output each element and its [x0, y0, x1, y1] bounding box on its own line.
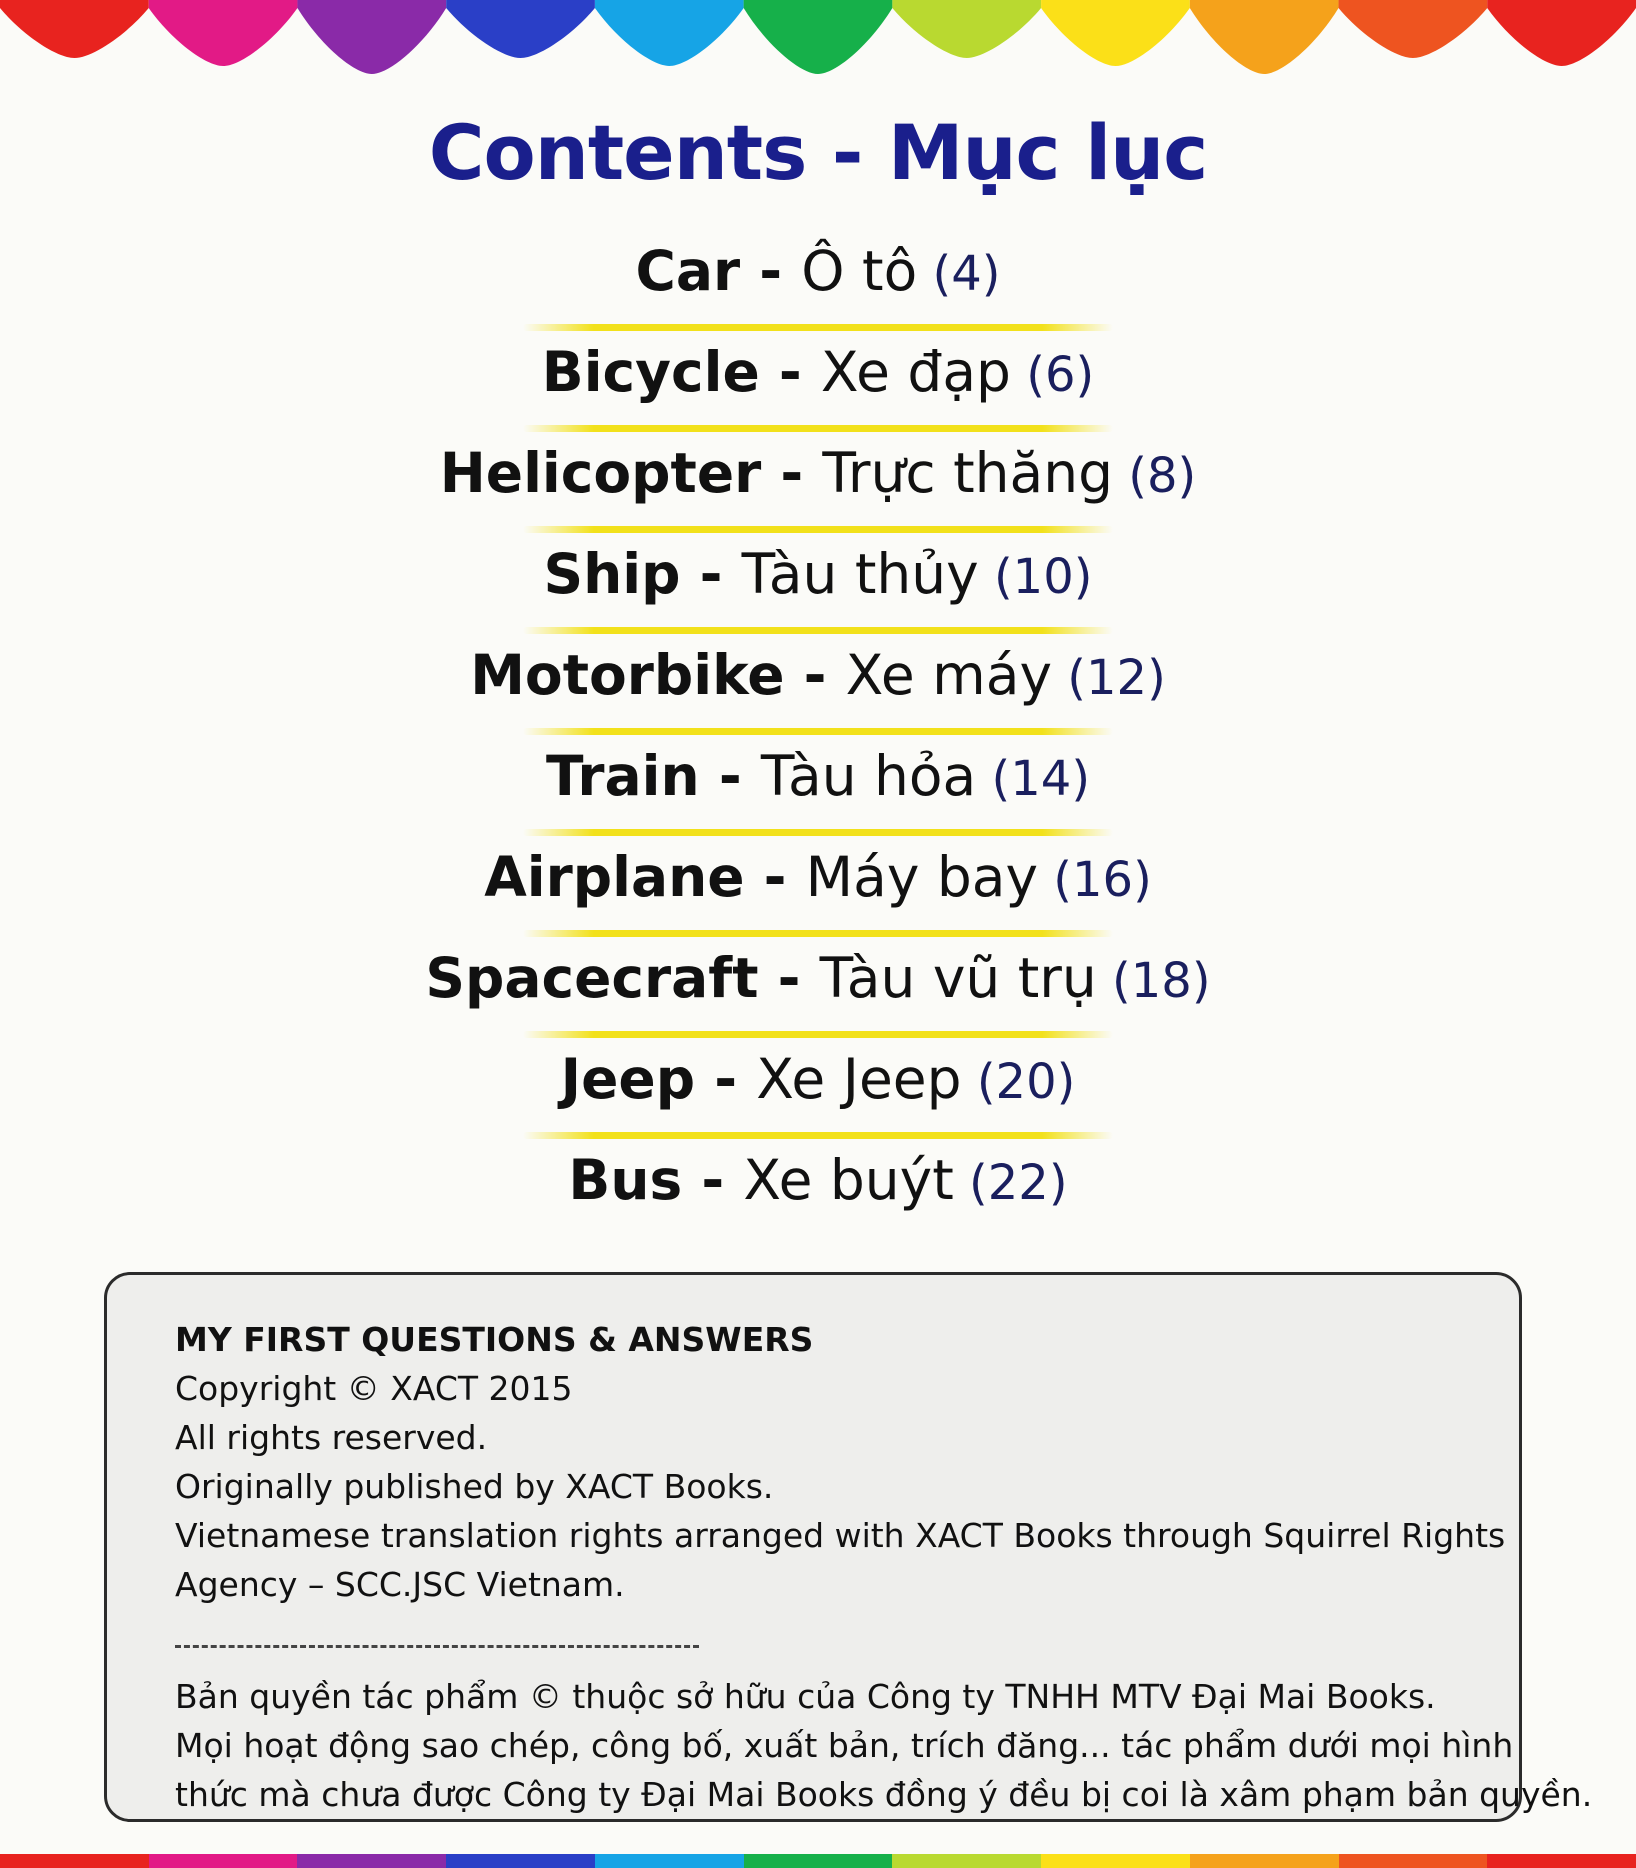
toc-underline	[523, 425, 1113, 432]
toc-vietnamese-title: Máy bay	[805, 845, 1039, 909]
dashed-divider	[175, 1645, 699, 1648]
copyright-line: Vietnamese translation rights arranged with XACT Books through Squirrel Rights	[175, 1516, 1506, 1555]
drip-stripe	[1190, 0, 1339, 74]
toc-item	[0, 642, 1636, 743]
table-of-contents	[0, 238, 1636, 1248]
vietnamese-copyright-line: thức mà chưa được Công ty Đại Mai Books đồng ý đều bị coi là xâm phạm bản quyền.	[175, 1775, 1593, 1814]
toc-page-number: (8)	[1113, 448, 1197, 504]
vietnamese-copyright-line: Mọi hoạt động sao chép, công bố, xuất bản, trích đăng... tác phẩm dưới mọi hình	[175, 1726, 1514, 1765]
toc-english-title: Bicycle	[541, 340, 760, 404]
toc-separator: -	[699, 744, 761, 808]
toc-page-number: (22)	[953, 1155, 1068, 1211]
toc-english-title: Spacecraft	[425, 946, 759, 1010]
toc-vietnamese-title: Xe Jeep	[756, 1047, 962, 1111]
bottom-stripe	[1041, 1854, 1190, 1868]
drip-stripe	[446, 0, 595, 58]
toc-vietnamese-title: Xe máy	[845, 643, 1053, 707]
page-title: Contents - Mục lục	[428, 108, 1208, 197]
toc-underline	[523, 324, 1113, 331]
toc-item	[0, 541, 1636, 642]
toc-vietnamese-title: Trực thăng	[822, 441, 1113, 505]
toc-page-number: (16)	[1038, 852, 1152, 908]
toc-separator: -	[695, 1047, 757, 1111]
toc-underline	[523, 526, 1113, 533]
toc-underline	[523, 627, 1113, 634]
toc-vietnamese-title: Tàu thủy	[741, 542, 979, 606]
bottom-stripe	[1487, 1854, 1636, 1868]
toc-page-number: (20)	[961, 1054, 1076, 1110]
drip-stripe	[149, 0, 298, 66]
toc-english-title: Car	[635, 239, 741, 303]
bottom-stripe	[0, 1854, 149, 1868]
copyright-box	[104, 1272, 1593, 1822]
toc-entry-text	[636, 238, 1001, 307]
toc-page-number: (18)	[1096, 953, 1211, 1009]
toc-english-title: Jeep	[560, 1047, 696, 1111]
toc-separator: -	[740, 239, 802, 303]
toc-english-title: Helicopter	[439, 441, 762, 505]
toc-vietnamese-title: Xe buýt	[743, 1148, 954, 1212]
toc-page-number: (10)	[978, 549, 1093, 605]
toc-entry-text	[568, 1147, 1067, 1216]
toc-entry-text	[544, 541, 1093, 610]
toc-entry-text	[425, 945, 1210, 1014]
copyright-line: Originally published by XACT Books.	[175, 1467, 774, 1506]
toc-entry-text	[561, 1046, 1076, 1115]
toc-entry-text	[546, 743, 1090, 812]
toc-page-number: (14)	[976, 751, 1091, 807]
toc-page-number: (12)	[1052, 650, 1166, 706]
bottom-stripe	[744, 1854, 893, 1868]
toc-entry-text	[440, 440, 1197, 509]
toc-vietnamese-title: Ô tô	[801, 239, 918, 303]
toc-item	[0, 339, 1636, 440]
toc-underline	[523, 930, 1113, 937]
copyright-lines	[175, 1364, 1506, 1609]
toc-page-number: (4)	[917, 246, 1001, 302]
toc-vietnamese-title: Xe đạp	[820, 340, 1011, 404]
bottom-stripe	[149, 1854, 298, 1868]
toc-underline	[523, 829, 1113, 836]
toc-separator: -	[784, 643, 846, 707]
toc-separator: -	[744, 845, 806, 909]
vietnamese-copyright-line: Bản quyền tác phẩm © thuộc sở hữu của Công ty TNHH MTV Đại Mai Books.	[175, 1677, 1436, 1716]
drip-stripe	[1339, 0, 1488, 58]
copyright-heading: MY FIRST QUESTIONS & ANSWERS	[175, 1320, 814, 1359]
toc-page-number: (6)	[1010, 347, 1095, 403]
copyright-line: Agency – SCC.JSC Vietnam.	[175, 1565, 625, 1604]
drip-stripe	[595, 0, 744, 66]
toc-english-title: Airplane	[484, 845, 745, 909]
copyright-line: Copyright © XACT 2015	[175, 1369, 573, 1408]
bottom-stripe	[595, 1854, 744, 1868]
toc-underline	[523, 728, 1113, 735]
drip-stripe	[297, 0, 446, 74]
toc-english-title: Bus	[568, 1148, 683, 1212]
drip-stripe	[1041, 0, 1190, 66]
copyright-line: All rights reserved.	[175, 1418, 488, 1457]
toc-item	[0, 1046, 1636, 1147]
toc-entry-text	[484, 844, 1152, 913]
rainbow-drip-border	[0, 0, 1636, 80]
bottom-stripe	[892, 1854, 1041, 1868]
toc-item	[0, 440, 1636, 541]
toc-vietnamese-title: Tàu hỏa	[760, 744, 977, 808]
toc-item	[0, 1147, 1636, 1248]
toc-separator: -	[680, 542, 742, 606]
toc-separator: -	[759, 340, 821, 404]
drip-stripe	[0, 0, 149, 58]
bottom-stripe	[1190, 1854, 1339, 1868]
toc-item	[0, 743, 1636, 844]
toc-english-title: Ship	[543, 542, 681, 606]
toc-separator: -	[761, 441, 823, 505]
bottom-stripe	[446, 1854, 595, 1868]
toc-item	[0, 238, 1636, 339]
rainbow-bottom-border	[0, 1854, 1636, 1868]
toc-separator: -	[682, 1148, 744, 1212]
toc-vietnamese-title: Tàu vũ trụ	[819, 946, 1097, 1010]
drip-stripe	[892, 0, 1041, 58]
drip-stripe	[744, 0, 893, 74]
toc-item	[0, 844, 1636, 945]
bottom-stripe	[297, 1854, 446, 1868]
toc-entry-text	[542, 339, 1094, 408]
toc-separator: -	[758, 946, 820, 1010]
toc-entry-text	[470, 642, 1166, 711]
toc-english-title: Train	[545, 744, 700, 808]
bottom-stripe	[1339, 1854, 1488, 1868]
toc-item	[0, 945, 1636, 1046]
toc-underline	[523, 1031, 1113, 1038]
vietnamese-copyright-notice	[175, 1672, 1593, 1819]
toc-underline	[523, 1132, 1113, 1139]
drip-stripe	[1487, 0, 1636, 66]
toc-english-title: Motorbike	[470, 643, 785, 707]
